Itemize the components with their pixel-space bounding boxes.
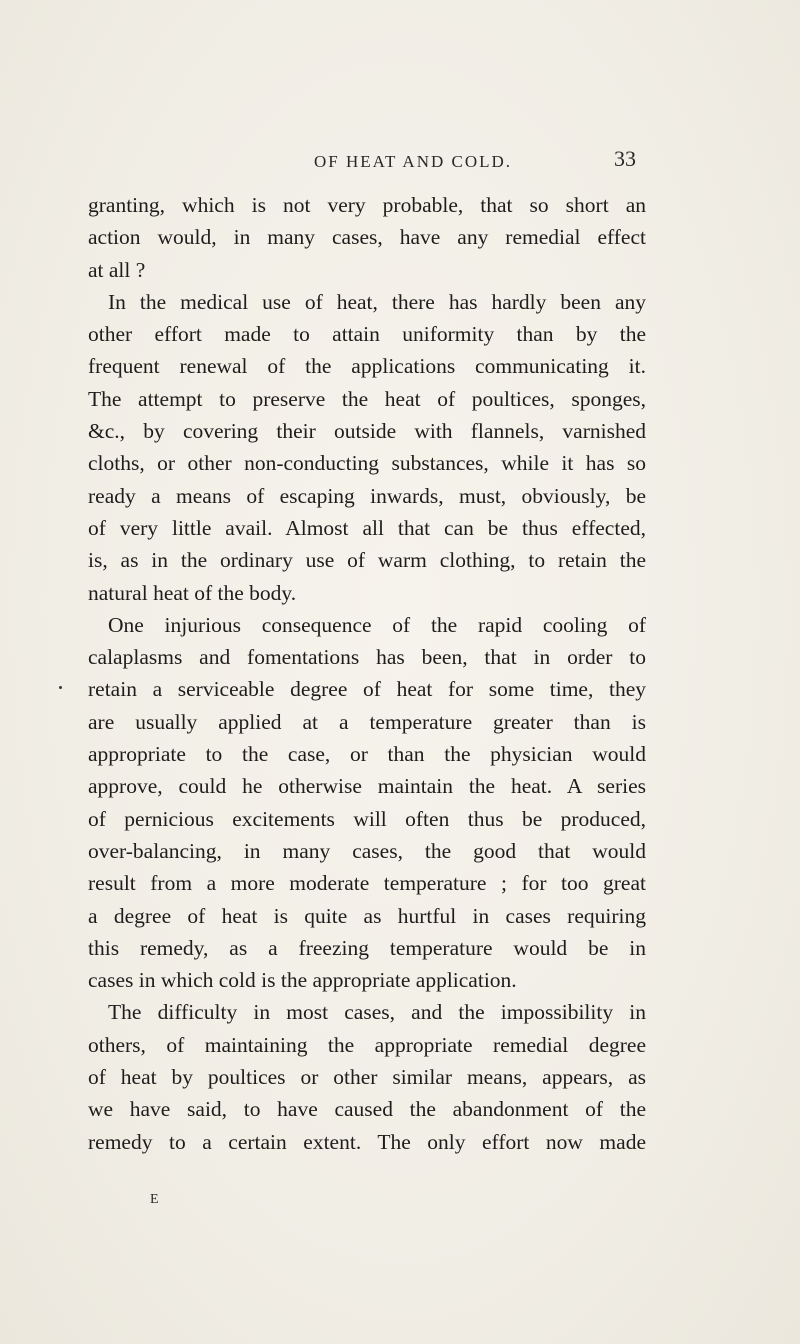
text-line: of very little avail. Almost all that can be thus effected,	[88, 515, 646, 540]
page-number: 33	[614, 146, 636, 171]
text-line: granting, which is not very probable, that so short an	[88, 193, 646, 217]
text-line: natural heat of the body.	[88, 580, 297, 605]
text-line: is, as in the ordinary use of warm clothing, to retain the	[88, 548, 646, 573]
text-line: result from a more moderate temperature ; for too great	[88, 871, 646, 896]
text-line: over-balancing, in many cases, the good that would	[88, 838, 646, 863]
running-head	[0, 146, 800, 176]
signature-mark: E	[150, 1192, 160, 1207]
text-line: at all ?	[88, 257, 146, 282]
text-line: we have said, to have caused the abandonment of the	[88, 1097, 646, 1122]
text-line: are usually applied at a temperature greater than is	[88, 709, 646, 734]
ink-speck	[59, 686, 62, 689]
text-line: retain a serviceable degree of heat for some time, they	[88, 677, 646, 702]
text-line: &c., by covering their outside with flannels, varnished	[88, 419, 646, 444]
text-line: frequent renewal of the applications communicating it.	[88, 354, 646, 379]
paragraph-first-line: The difficulty in most cases, and the impossibility in	[108, 1000, 646, 1025]
text-line: ready a means of escaping inwards, must, obviously, be	[88, 483, 646, 508]
text-line: approve, could he otherwise maintain the heat. A series	[88, 774, 646, 799]
text-line: appropriate to the case, or than the physician would	[88, 742, 646, 767]
text-line: other effort made to attain uniformity than by the	[88, 322, 646, 347]
text-line: cases in which cold is the appropriate application.	[88, 968, 517, 993]
text-line: of heat by poultices or other similar means, appears, as	[88, 1065, 646, 1090]
text-line: calaplasms and fomentations has been, that in order to	[88, 645, 646, 670]
text-line: others, of maintaining the appropriate remedial degree	[88, 1032, 646, 1057]
text-line: cloths, or other non-conducting substances, while it has so	[88, 451, 646, 476]
text-line: action would, in many cases, have any remedial effect	[88, 225, 646, 250]
text-line: a degree of heat is quite as hurtful in cases requiring	[88, 903, 646, 928]
paragraph-first-line: In the medical use of heat, there has hardly been any	[108, 289, 646, 314]
text-line: The attempt to preserve the heat of poultices, sponges,	[88, 386, 646, 411]
body-text	[88, 189, 646, 1158]
running-title: OF HEAT AND COLD.	[314, 152, 513, 171]
text-line: remedy to a certain extent. The only effort now made	[88, 1129, 646, 1154]
text-line: this remedy, as a freezing temperature would be in	[88, 935, 646, 960]
text-line: of pernicious excitements will often thus be produced,	[88, 806, 646, 831]
paragraph-first-line: One injurious consequence of the rapid cooling of	[108, 612, 646, 637]
